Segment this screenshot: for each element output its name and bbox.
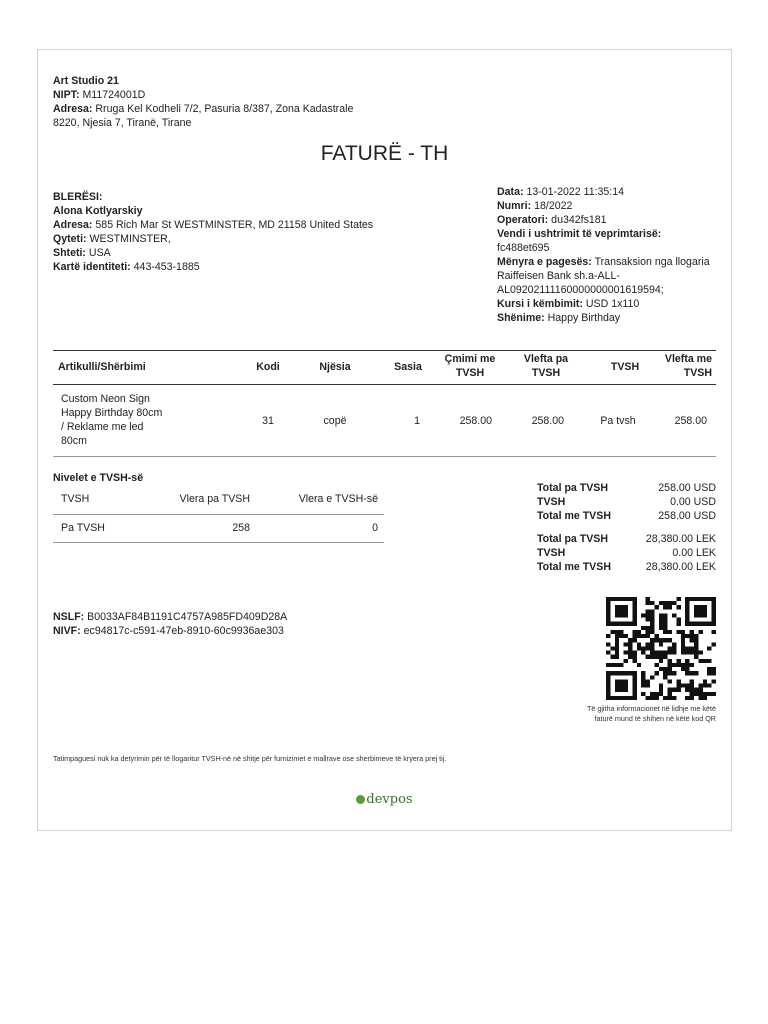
- totals-lek: [537, 532, 716, 574]
- header-qty: Sasia: [394, 361, 422, 373]
- seller-block: [53, 74, 413, 130]
- qr-code-icon: [606, 597, 716, 700]
- row-unit: copë: [323, 415, 347, 427]
- table-header-rule: [53, 384, 716, 385]
- exchange-rate: USD 1x110: [585, 298, 640, 310]
- row-code: 31: [262, 415, 274, 427]
- devpos-logo: devpos: [38, 792, 731, 807]
- total-lek-row: TVSH 0.00 LEK: [537, 547, 716, 559]
- invoice-page: [37, 49, 732, 831]
- header-total: Vlefta me TVSH: [664, 353, 712, 379]
- row-vat: Pa tvsh: [600, 415, 636, 427]
- table-top-rule: [53, 350, 716, 351]
- operator-label: Operatori:: [497, 214, 549, 226]
- buyer-id: 443-453-1885: [133, 261, 200, 273]
- buyer-address: 585 Rich Mar St WESTMINSTER, MD 21158 United States: [95, 219, 374, 231]
- payment-line1: Transaksion nga llogaria: [594, 256, 710, 268]
- vat-header-vat: TVSH: [61, 493, 90, 505]
- totals-usd: [537, 481, 716, 523]
- invoice-number: 18/2022: [534, 200, 573, 212]
- seller-name: Art Studio 21: [53, 75, 119, 87]
- rate-label: Kursi i këmbimit:: [497, 298, 583, 310]
- header-value: Vlefta pa TVSH: [523, 353, 569, 379]
- date-label: Data:: [497, 186, 524, 198]
- total-lek-row: Total me TVSH 28,380.00 LEK: [537, 561, 716, 573]
- buyer-country-label: Shteti:: [53, 247, 86, 259]
- invoice-title: FATURË - TH: [320, 142, 449, 165]
- total-usd-row: Total pa TVSH 258.00 USD: [537, 482, 716, 494]
- seller-address-line1: Rruga Kel Kodheli 7/2, Pasuria 8/387, Zona Kadastrale: [95, 103, 354, 115]
- buyer-city: WESTMINSTER,: [89, 233, 171, 245]
- payment-line2: Raiffeisen Bank sh.a-ALL-: [497, 270, 620, 282]
- header-unit: Njësia: [319, 361, 351, 373]
- row-price: 258.00: [459, 415, 492, 427]
- location: fc488et695: [497, 242, 550, 254]
- buyer-heading: BLERËSI:: [53, 191, 103, 203]
- vat-exemption-footnote: Tatimpaguesi nuk ka detyrimin për të llogaritur TVSH-në në shitje për furnizimet e mallrave ose sherbimeve të kryera prej tij.: [53, 754, 447, 763]
- nslf-code: B0033AF84B1191C4757A985FD409D28A: [87, 611, 288, 623]
- operator: du342fs181: [551, 214, 607, 226]
- row-qty: 1: [414, 415, 420, 427]
- table-bottom-rule: [53, 456, 716, 457]
- invoice-meta: [497, 185, 722, 325]
- vat-levels-heading: Nivelet e TVSH-së: [53, 472, 144, 484]
- vat-row-base: 258: [232, 522, 250, 534]
- fiscal-codes: [53, 610, 453, 638]
- vat-header-rule: [53, 514, 384, 515]
- row-article: Custom Neon Sign Happy Birthday 80cm / Reklame me led 80cm: [61, 393, 163, 447]
- vat-header-amount: Vlera e TVSH-së: [298, 493, 378, 505]
- nivf-code: ec94817c-c591-47eb-8910-60c9936ae303: [83, 625, 284, 637]
- buyer-city-label: Qyteti:: [53, 233, 87, 245]
- vat-row-amount: 0: [372, 522, 378, 534]
- nslf-label: NSLF:: [53, 611, 85, 623]
- note-label: Shënime:: [497, 312, 545, 324]
- vat-bottom-rule: [53, 542, 384, 543]
- header-code: Kodi: [256, 361, 280, 373]
- buyer-name: Alona Kotlyarskiy: [53, 205, 143, 217]
- vat-header-base: Vlera pa TVSH: [179, 493, 250, 505]
- seller-address-line2: 8220, Njesia 7, Tiranë, Tirane: [53, 117, 192, 129]
- invoice-date: 13-01-2022 11:35:14: [526, 186, 625, 198]
- note: Happy Birthday: [547, 312, 621, 324]
- total-usd-row: Total me TVSH 258.00 USD: [537, 510, 716, 522]
- buyer-country: USA: [88, 247, 111, 259]
- total-lek-row: Total pa TVSH 28,380.00 LEK: [537, 533, 716, 545]
- buyer-id-label: Kartë identiteti:: [53, 261, 131, 273]
- payment-label: Mënyra e pagesës:: [497, 256, 592, 268]
- buyer-address-label: Adresa:: [53, 219, 93, 231]
- total-usd-row: TVSH 0.00 USD: [537, 496, 716, 508]
- header-vat: TVSH: [610, 361, 640, 373]
- row-total: 258.00: [674, 415, 707, 427]
- logo-dot-icon: [356, 795, 365, 804]
- seller-address-label: Adresa:: [53, 103, 93, 115]
- header-price: Çmimi me TVSH: [444, 353, 496, 379]
- location-label: Vendi i ushtrimit të veprimtarisë:: [497, 228, 662, 240]
- vat-row-vat: Pa TVSH: [61, 522, 105, 534]
- nivf-label: NIVF:: [53, 625, 81, 637]
- payment-line3: AL09202111160000000001619594;: [497, 284, 664, 296]
- seller-nipt: M11724001D: [82, 89, 146, 101]
- header-article: Artikulli/Shërbimi: [58, 361, 146, 373]
- row-value: 258.00: [531, 415, 564, 427]
- seller-nipt-label: NIPT:: [53, 89, 80, 101]
- qr-note: Të gjitha informacionet në lidhje me këtë faturë mund të shihen në këtë kod QR: [586, 704, 716, 723]
- number-label: Numri:: [497, 200, 532, 212]
- buyer-block: [53, 190, 453, 274]
